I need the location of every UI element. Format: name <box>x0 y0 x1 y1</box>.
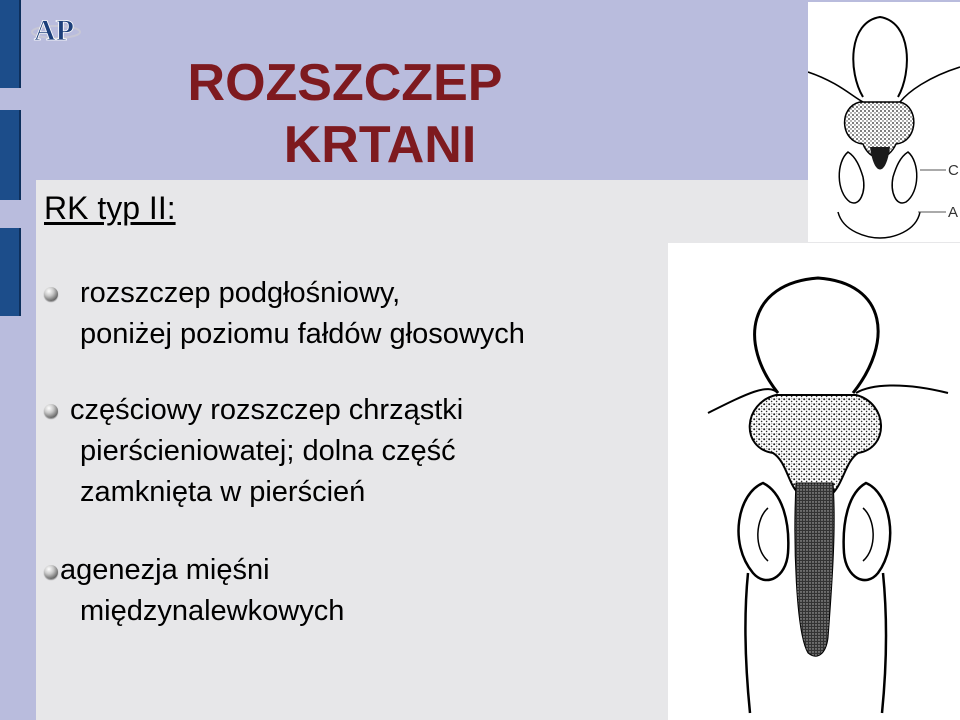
ap-logo-icon <box>28 8 84 50</box>
larynx-illustration-small <box>808 2 960 242</box>
slide-title <box>150 52 540 176</box>
logo-text: AP <box>34 14 74 47</box>
bullet-dot-icon <box>44 287 58 301</box>
bullet-3-line-2: międzynalewkowych <box>80 595 345 627</box>
bullet-item-3 <box>60 550 344 632</box>
figure-label-a: A <box>948 204 959 221</box>
bullet-1-line-2: poniżej poziomu fałdów głosowych <box>80 318 525 350</box>
sidebar-bar-3 <box>0 228 21 316</box>
title-line-2: KRTANI <box>283 116 477 174</box>
bullet-dot-icon <box>44 565 58 579</box>
figure-label-c: C <box>948 162 959 179</box>
larynx-drawing-large <box>668 243 960 720</box>
bullet-item-1 <box>80 273 525 355</box>
bullet-2-line-3: zamknięta w pierścień <box>80 476 366 508</box>
bullet-3-line-1: agenezja mięśni <box>60 554 270 586</box>
larynx-illustration-large <box>668 243 960 720</box>
sidebar-bar-2 <box>0 110 21 200</box>
bullet-2-line-1: częściowy rozszczep chrząstki <box>70 394 464 426</box>
larynx-drawing-small <box>808 2 960 242</box>
bullet-2-line-2: pierścieniowatej; dolna część <box>80 435 456 467</box>
bullet-item-2 <box>70 390 463 513</box>
section-subtitle: RK typ II: <box>44 190 176 226</box>
title-line-1: ROZSZCZEP <box>187 54 503 112</box>
sidebar-bar-1 <box>0 0 21 88</box>
bullet-dot-icon <box>44 404 58 418</box>
bullet-1-line-1: rozszczep podgłośniowy, <box>80 277 401 309</box>
